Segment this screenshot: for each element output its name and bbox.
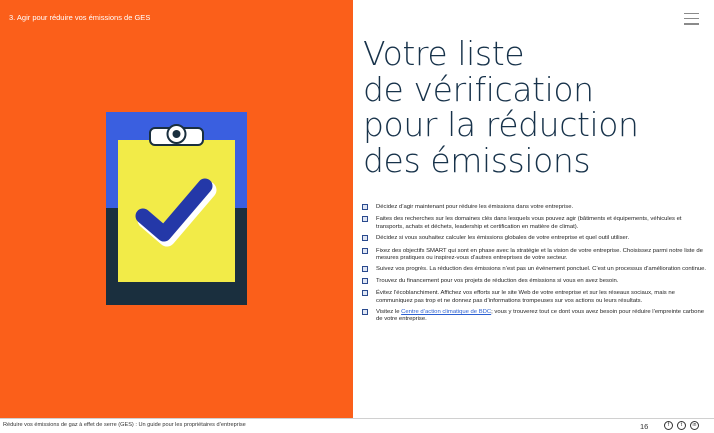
checklist-item-text: Décidez si vous souhaitez calculer les émissions globales de votre entreprise et quel outil utiliser. xyxy=(376,235,630,242)
illustration-panel xyxy=(0,0,353,418)
title-line: de vérification xyxy=(363,69,594,109)
checklist-item xyxy=(362,204,707,211)
checklist-item xyxy=(362,248,707,263)
checklist-item-text-before: Visitez le xyxy=(376,309,402,316)
footer-document-title: Réduire vos émissions de gaz à effet de serre (GES) : Un guide pour les propriétaires d’entreprise xyxy=(3,422,246,428)
climate-action-centre-link[interactable]: Centre d’action climatique de BDC xyxy=(401,309,492,316)
checkbox[interactable] xyxy=(362,290,368,296)
checklist-item xyxy=(362,309,707,324)
section-title: 3. Agir pour réduire vos émissions de GES xyxy=(9,13,151,22)
checklist-item xyxy=(362,235,707,242)
clipboard-checkmark-icon xyxy=(106,112,247,305)
footer xyxy=(0,418,714,433)
checklist-item-text: Évitez l’écoblanchiment. Affichez vos efforts sur le site Web de votre entreprise et sur les réseaux sociaux, mais ne communiquez pas trop et ne donnez pas d’informations trompeuses sur vos actions ou leurs résultats. xyxy=(376,290,675,304)
checklist-item xyxy=(362,290,707,305)
page-number: 16 xyxy=(640,422,649,431)
checklist-item-text: Décidez d’agir maintenant pour réduire les émissions dans votre entreprise. xyxy=(376,204,574,210)
checklist-item-text: Fixez des objectifs SMART qui sont en phase avec la stratégie et la vision de votre entreprise. Choisissez parmi notre liste de mesures pratiques ou inspirez-vous d’autres entreprises de votre secteur. xyxy=(376,247,703,262)
title-line: Votre liste xyxy=(363,34,525,73)
checklist-item-text: Faites des recherches sur les domaines clés dans lesquels vous pouvez agir (bâtiments et équipements, véhicules et transports, achats et déchets, leadership et certification en matière de climat). xyxy=(376,216,682,230)
checklist-item xyxy=(362,266,707,273)
checkbox[interactable] xyxy=(362,266,368,272)
title-line: des émissions xyxy=(363,140,591,180)
facebook-icon[interactable]: f xyxy=(664,421,673,430)
title-line: pour la réduction xyxy=(363,105,639,144)
linkedin-icon[interactable]: in xyxy=(690,421,699,430)
checkbox[interactable] xyxy=(362,204,368,210)
checkbox[interactable] xyxy=(362,309,368,315)
checkbox[interactable] xyxy=(362,248,368,254)
twitter-icon[interactable]: t xyxy=(677,421,686,430)
checklist-item-text: Suivez vos progrès. La réduction des émissions n’est pas un événement ponctuel. C’est un processus d’amélioration continue. xyxy=(376,266,707,273)
checklist-item-text-after: ; vous y trouverez tout ce dont vous avez besoin pour réduire l’empreinte carbone de votre entreprise. xyxy=(376,309,704,323)
checklist-item xyxy=(362,216,707,231)
checklist-item xyxy=(362,278,707,285)
checkbox[interactable] xyxy=(362,278,368,284)
checklist-item-text: Trouvez du financement pour vos projets de réduction des émissions si vous en avez besoin. xyxy=(376,277,619,284)
checkbox[interactable] xyxy=(362,216,368,222)
checkbox[interactable] xyxy=(362,235,368,241)
emissions-checklist xyxy=(362,204,707,324)
page-title xyxy=(363,36,703,178)
hamburger-menu-icon[interactable] xyxy=(684,13,699,25)
